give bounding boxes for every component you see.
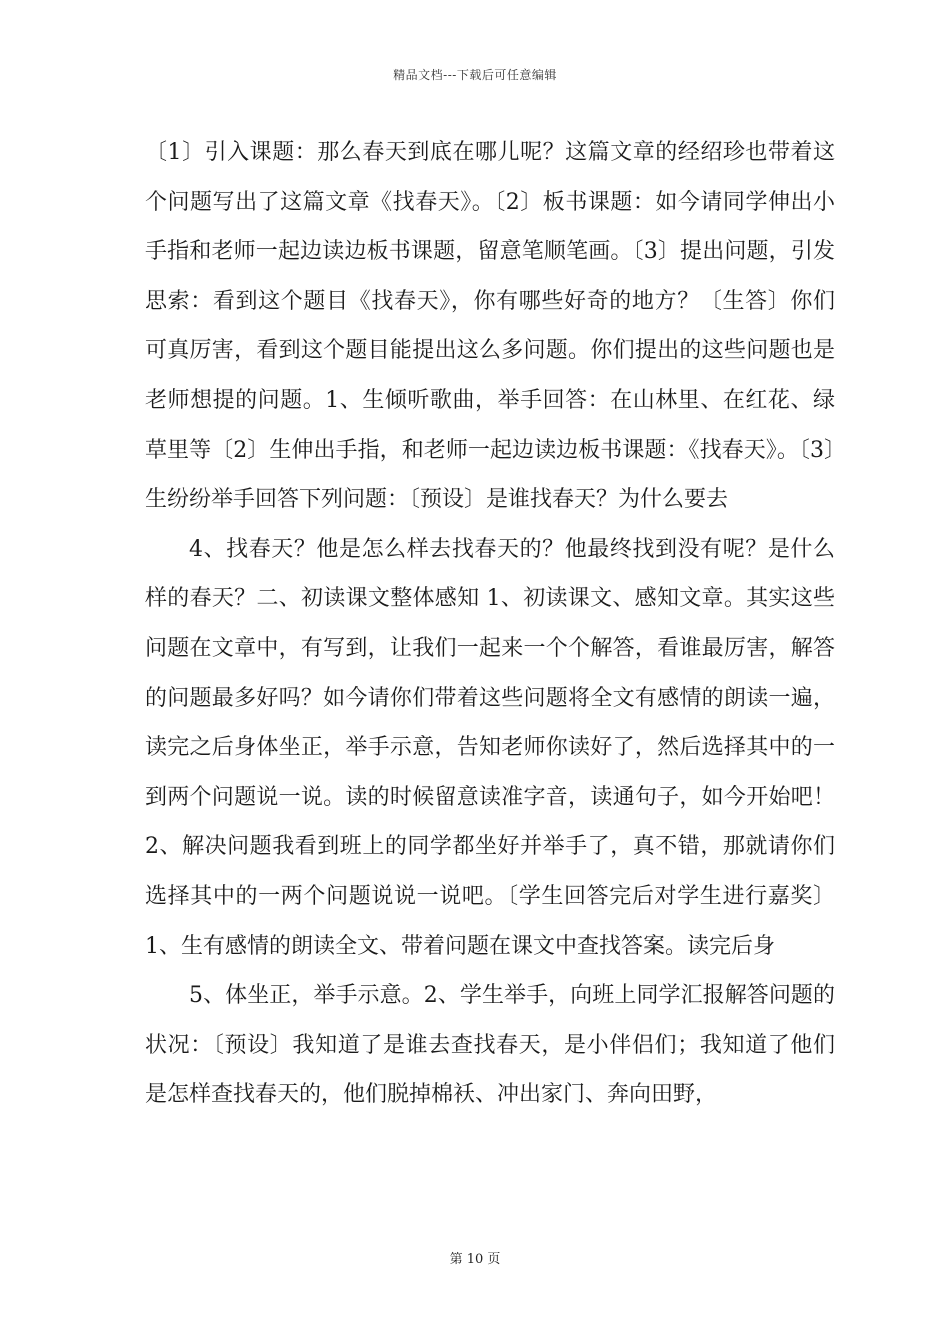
page-number: 第 10 页	[449, 1252, 501, 1267]
paragraph-3: 5、体坐正，举手示意。2、学生举手，向班上同学汇报解答问题的状况：〔预设〕我知道了是谁去查找春天，是小伴侣们；我知道了他们是怎样查找春天的，他们脱掉棉袄、冲出家门、奔向田野，	[145, 983, 835, 1108]
page-header: 精品文档---下载后可任意编辑	[393, 68, 557, 82]
paragraph-2: 4、找春天？他是怎么样去找春天的？他最终找到没有呢？是什么样的春天？二、初读课文整体感知 1、初读课文、感知文章。其实这些问题在文章中，有写到，让我们一起来一个个解答，看谁最厉害，解答的问题最多好吗？如今请你们带着这些问题将全文有感情的朗读一遍，读完之后身体坐正，举手示意，告知老师你读好了，然后选择其中的一到两个问题说一说。读的时候留意读准字音，读通句子，如今开始吧！2、解决问题我看到班上的同学都坐好并举手了，真不错，那就请你们选择其中的一两个问题说说一说吧。〔学生回答完后对学生进行嘉奖〕1、生有感情的朗读全文、带着问题在课文中查找答案。读完后身	[145, 536, 835, 959]
document-body	[145, 128, 835, 1120]
paragraph-1: 〔1〕引入课题：那么春天到底在哪儿呢？这篇文章的经绍珍也带着这个问题写出了这篇文章《找春天》。〔2〕板书课题：如今请同学伸出小手指和老师一起边读边板书课题，留意笔顺笔画。〔3〕提出问题，引发思索：看到这个题目《找春天》，你有哪些好奇的地方？〔生答〕你们可真厉害，看到这个题目能提出这么多问题。你们提出的这些问题也是老师想提的问题。1、生倾听歌曲，举手回答：在山林里、在红花、绿草里等〔2〕生伸出手指，和老师一起边读边板书课题：《找春天》。〔3〕生纷纷举手回答下列问题：〔预设〕是谁找春天？为什么要去	[145, 140, 835, 513]
